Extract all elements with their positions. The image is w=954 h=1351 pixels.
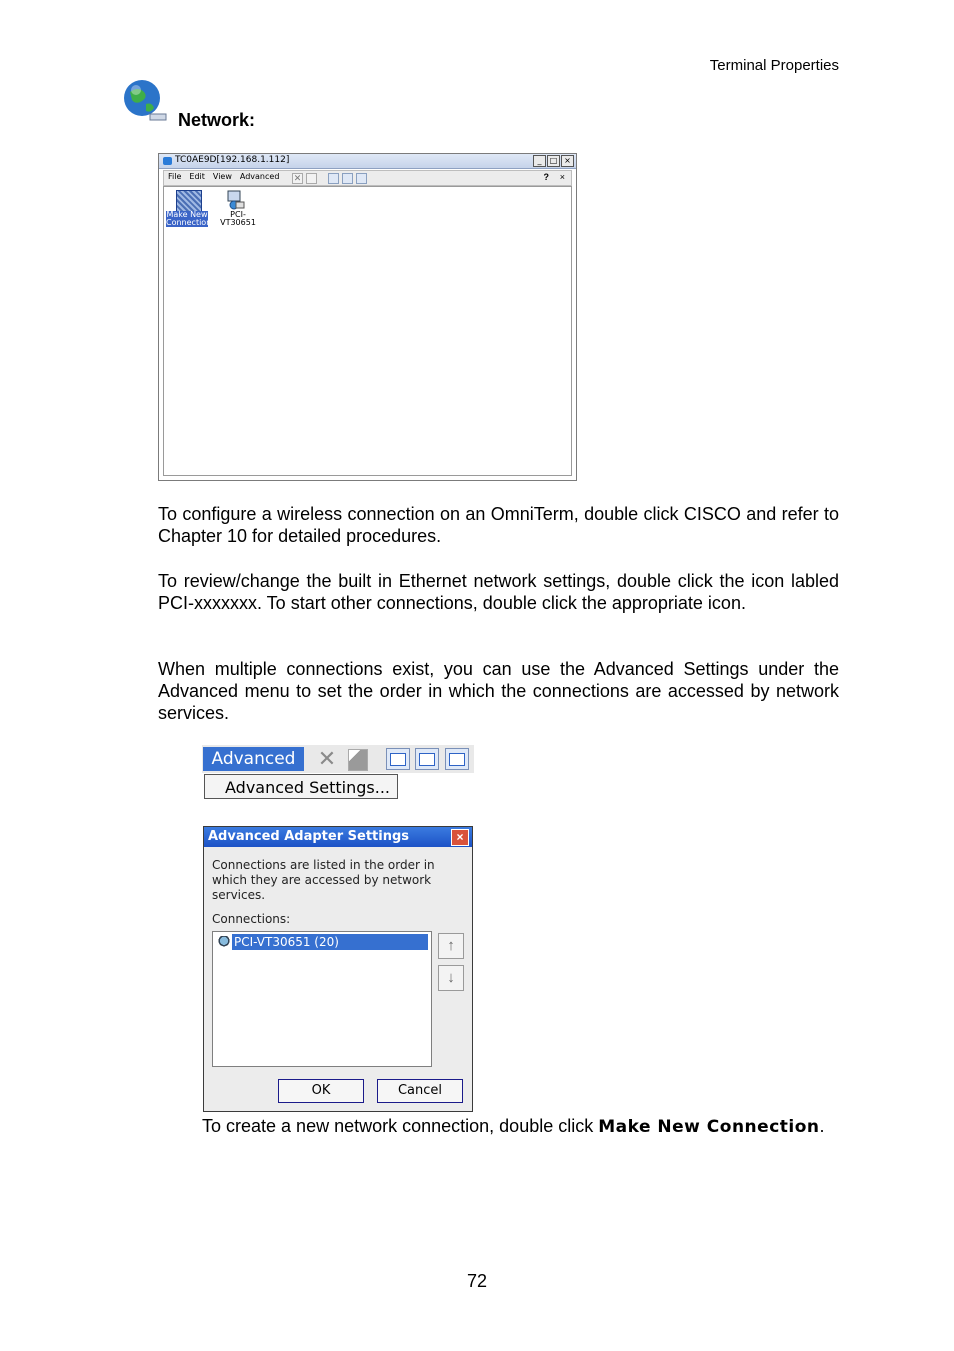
delete-icon[interactable]: ✕ — [317, 746, 337, 771]
properties-icon[interactable] — [348, 749, 368, 771]
window-title: TC0AE9D[192.168.1.112] — [175, 155, 290, 165]
app-icon — [163, 157, 172, 165]
cancel-button[interactable]: Cancel — [377, 1079, 463, 1103]
make-new-connection-label[interactable]: Make New Connection — [166, 210, 212, 227]
maximize-icon[interactable]: □ — [547, 155, 560, 167]
dialog-titlebar — [204, 827, 472, 847]
network-window-screenshot — [158, 153, 577, 481]
close-icon[interactable]: × — [451, 829, 469, 846]
menubar-close-icon[interactable]: × — [559, 172, 565, 182]
network-adapter-label[interactable]: PCI- VT30651 — [220, 210, 256, 227]
network-globe-icon — [120, 76, 170, 126]
advanced-settings-menu-item[interactable]: Advanced Settings... — [204, 774, 398, 799]
menu-view[interactable]: View — [212, 172, 232, 181]
minimize-icon[interactable]: _ — [533, 155, 546, 167]
advanced-menu-screenshot — [202, 745, 474, 801]
small-icons-view-icon[interactable] — [342, 173, 353, 184]
paragraph-make-new-connection — [202, 1112, 839, 1141]
large-icons-view-icon[interactable] — [386, 748, 410, 770]
page-number: 72 — [466, 1271, 488, 1291]
final-text-prefix: To create a new network connection, double click — [202, 1116, 599, 1136]
ok-button[interactable]: OK — [278, 1079, 364, 1103]
dialog-title: Advanced Adapter Settings — [208, 829, 409, 844]
list-item[interactable] — [215, 934, 429, 950]
paragraph-wireless: To configure a wireless connection on an OmniTerm, double click CISCO and refer to Chapter 10 for detailed procedures. — [158, 504, 839, 546]
paragraph-advanced: When multiple connections exist, you can use the Advanced Settings under the Advanced menu to set the order in which the connections are accessed by network services. — [158, 659, 839, 723]
properties-icon[interactable] — [306, 173, 317, 184]
connection-name[interactable]: PCI-VT30651 (20) — [232, 934, 428, 950]
make-new-connection-emphasis: Make New Connection — [598, 1117, 820, 1137]
details-view-icon[interactable] — [356, 173, 367, 184]
close-icon[interactable]: × — [561, 155, 574, 167]
running-header: Terminal Properties — [709, 57, 839, 74]
menu-bar — [163, 170, 572, 186]
advanced-menu[interactable]: Advanced — [203, 747, 304, 771]
network-adapter-icon[interactable] — [224, 189, 246, 211]
connections-label: Connections: — [212, 912, 291, 926]
window-client-area — [163, 186, 572, 476]
small-icons-view-icon[interactable] — [415, 748, 439, 770]
delete-icon[interactable]: ✕ — [293, 173, 302, 183]
dialog-description: Connections are listed in the order in which they are accessed by network services. — [212, 858, 435, 902]
move-down-icon[interactable]: ↓ — [438, 965, 464, 991]
final-text-suffix: . — [819, 1116, 825, 1136]
window-titlebar — [159, 154, 576, 169]
details-view-icon[interactable] — [445, 748, 469, 770]
large-icons-view-icon[interactable] — [328, 173, 339, 184]
menu-advanced[interactable]: Advanced — [239, 172, 280, 181]
menu-edit[interactable]: Edit — [189, 172, 205, 181]
move-up-icon[interactable]: ↑ — [438, 933, 464, 959]
window-controls — [533, 155, 574, 167]
advanced-adapter-settings-dialog — [203, 826, 473, 1112]
menu-file[interactable]: File — [168, 172, 182, 181]
network-connection-icon — [217, 936, 231, 948]
connections-list[interactable] — [212, 931, 432, 1067]
paragraph-ethernet: To review/change the built in Ethernet network settings, double click the icon labled PCI-xxxxxxx. To start other connections, double click the appropriate icon. — [158, 571, 839, 613]
network-heading: Network: — [178, 110, 256, 130]
help-icon[interactable]: ? — [543, 172, 549, 182]
menu-items — [168, 172, 279, 181]
